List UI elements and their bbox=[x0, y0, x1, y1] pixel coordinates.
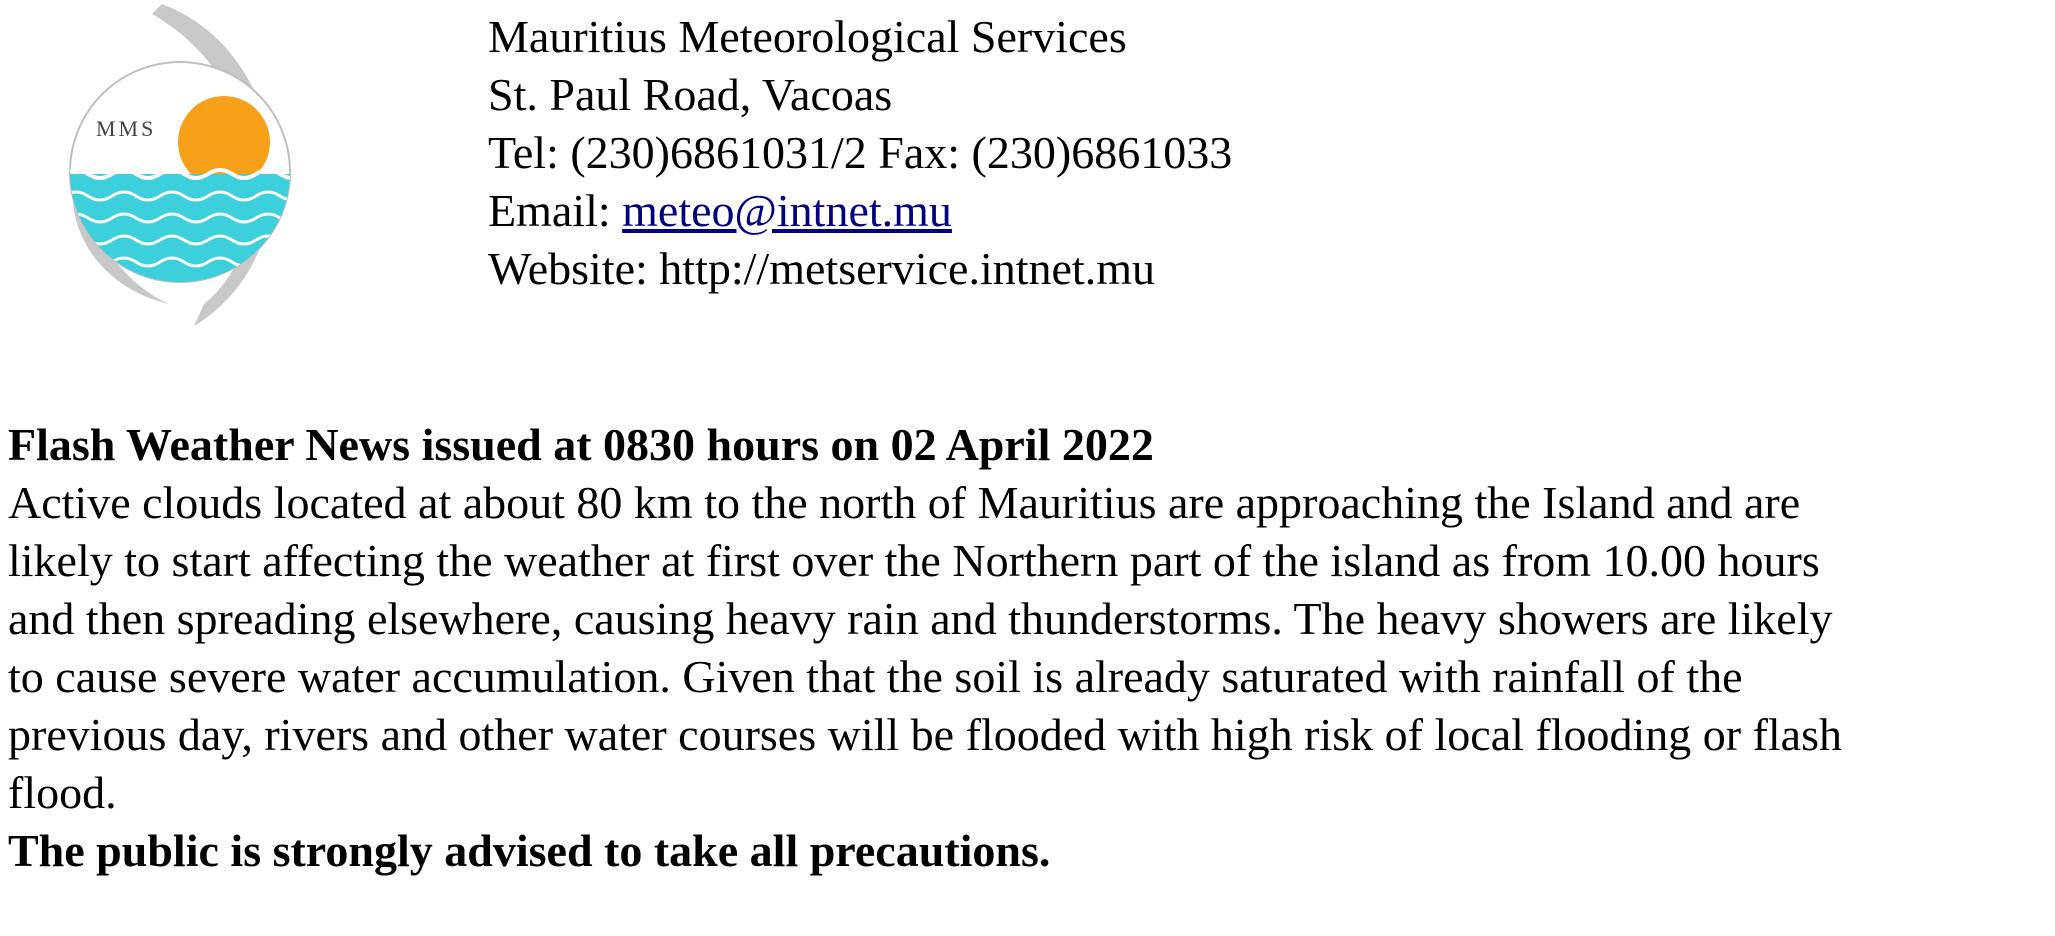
bulletin-line: Active clouds located at about 80 km to the north of Mauritius are approaching the Island and are bbox=[8, 477, 1801, 528]
email-link[interactable]: meteo@intnet.mu bbox=[622, 185, 952, 236]
organization-name: Mauritius Meteorological Services bbox=[488, 11, 1127, 62]
email-label: Email: bbox=[488, 185, 623, 236]
website-line: Website: http://metservice.intnet.mu bbox=[488, 243, 1155, 294]
contact-block bbox=[488, 8, 1232, 298]
public-advisory: The public is strongly advised to take all precautions. bbox=[8, 825, 1051, 876]
bulletin-body bbox=[8, 474, 2043, 822]
mms-logo bbox=[64, 4, 306, 326]
bulletin-line: flood. bbox=[8, 767, 117, 818]
bulletin-line: previous day, rivers and other water courses will be flooded with high risk of local flooding or flash bbox=[8, 709, 1843, 760]
email-line bbox=[488, 182, 1232, 240]
bulletin-line: likely to start affecting the weather at first over the Northern part of the island as from 10.00 hours bbox=[8, 535, 1820, 586]
address-line: St. Paul Road, Vacoas bbox=[488, 69, 893, 120]
phone-fax-line: Tel: (230)6861031/2 Fax: (230)6861033 bbox=[488, 127, 1233, 178]
bulletin-line: and then spreading elsewhere, causing heavy rain and thunderstorms. The heavy showers are likely bbox=[8, 593, 1833, 644]
bulletin-line: to cause severe water accumulation. Given that the soil is already saturated with rainfall of the bbox=[8, 651, 1743, 702]
logo-text: MMS bbox=[96, 116, 157, 141]
bulletin-title: Flash Weather News issued at 0830 hours on 02 April 2022 bbox=[8, 419, 1154, 470]
